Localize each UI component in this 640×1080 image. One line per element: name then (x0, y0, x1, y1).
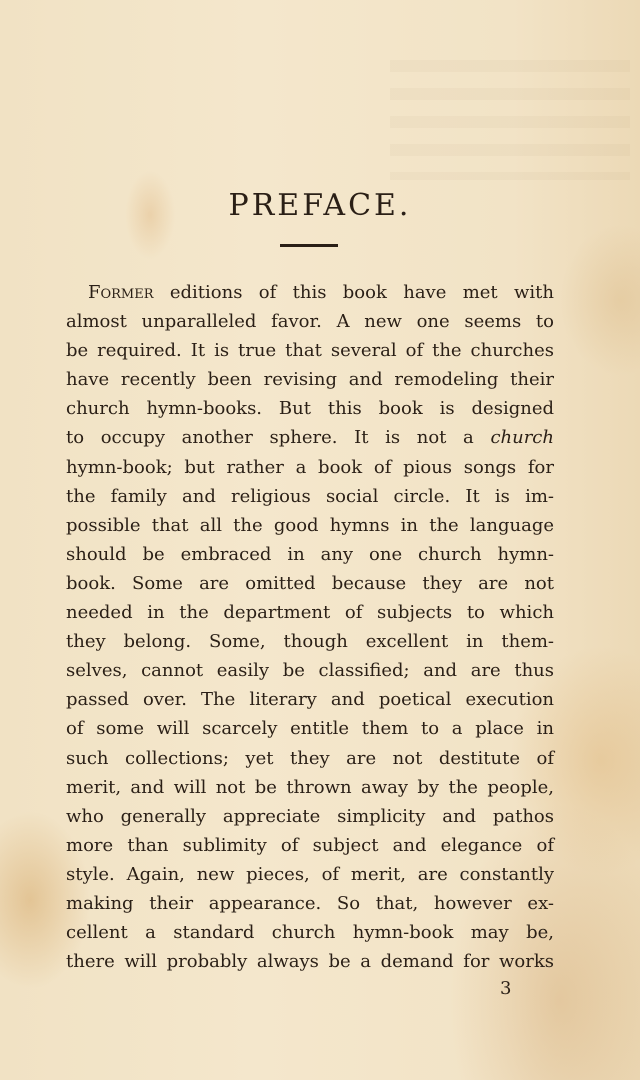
text-line: of some will scarcely entitle them to a place in (66, 718, 554, 740)
text-line: selves, cannot easily be classified; and are thus (66, 660, 554, 682)
text-line: should be embraced in any one church hymn- (66, 543, 554, 565)
small-caps-lead-word: Former (88, 282, 154, 303)
text-line: style. Again, new pieces, of merit, are constantly (66, 863, 554, 885)
page-number: 3 (500, 978, 512, 999)
text-line: passed over. The literary and poetical execution (66, 689, 554, 711)
text-line: the family and religious social circle. It is im- (66, 485, 554, 507)
text-line: Former editions of this book have met with (88, 282, 554, 303)
text-line: they belong. Some, though excellent in them- (66, 631, 554, 653)
text-line: needed in the department of subjects to which (66, 602, 554, 624)
text-line: making their appearance. So that, however ex- (66, 892, 554, 914)
text-line: who generally appreciate simplicity and pathos (66, 805, 554, 827)
text-line: to occupy another sphere. It is not a church (66, 427, 554, 449)
italic-word: church (490, 427, 554, 449)
text-line: church hymn-books. But this book is designed (66, 398, 554, 420)
text-line: cellent a standard church hymn-book may be, (66, 922, 554, 944)
text-line: possible that all the good hymns in the language (66, 514, 554, 536)
page-title: PREFACE. (228, 188, 412, 223)
bleed-through-text (390, 60, 630, 180)
text-line: have recently been revising and remodeling their (66, 369, 554, 391)
title-divider (280, 244, 338, 247)
text-line: more than sublimity of subject and elegance of (66, 834, 554, 856)
text-line: such collections; yet they are not destitute of (66, 747, 554, 769)
text-line: there will probably always be a demand for works (66, 951, 554, 973)
text-line: hymn-book; but rather a book of pious songs for (66, 456, 554, 478)
text-line: book. Some are omitted because they are not (66, 572, 554, 594)
text-line: be required. It is true that several of the churches (66, 340, 554, 362)
text-line: merit, and will not be thrown away by the people, (66, 776, 554, 798)
text-line: almost unparalleled favor. A new one seems to (66, 311, 554, 333)
preface-paragraph (66, 278, 554, 976)
